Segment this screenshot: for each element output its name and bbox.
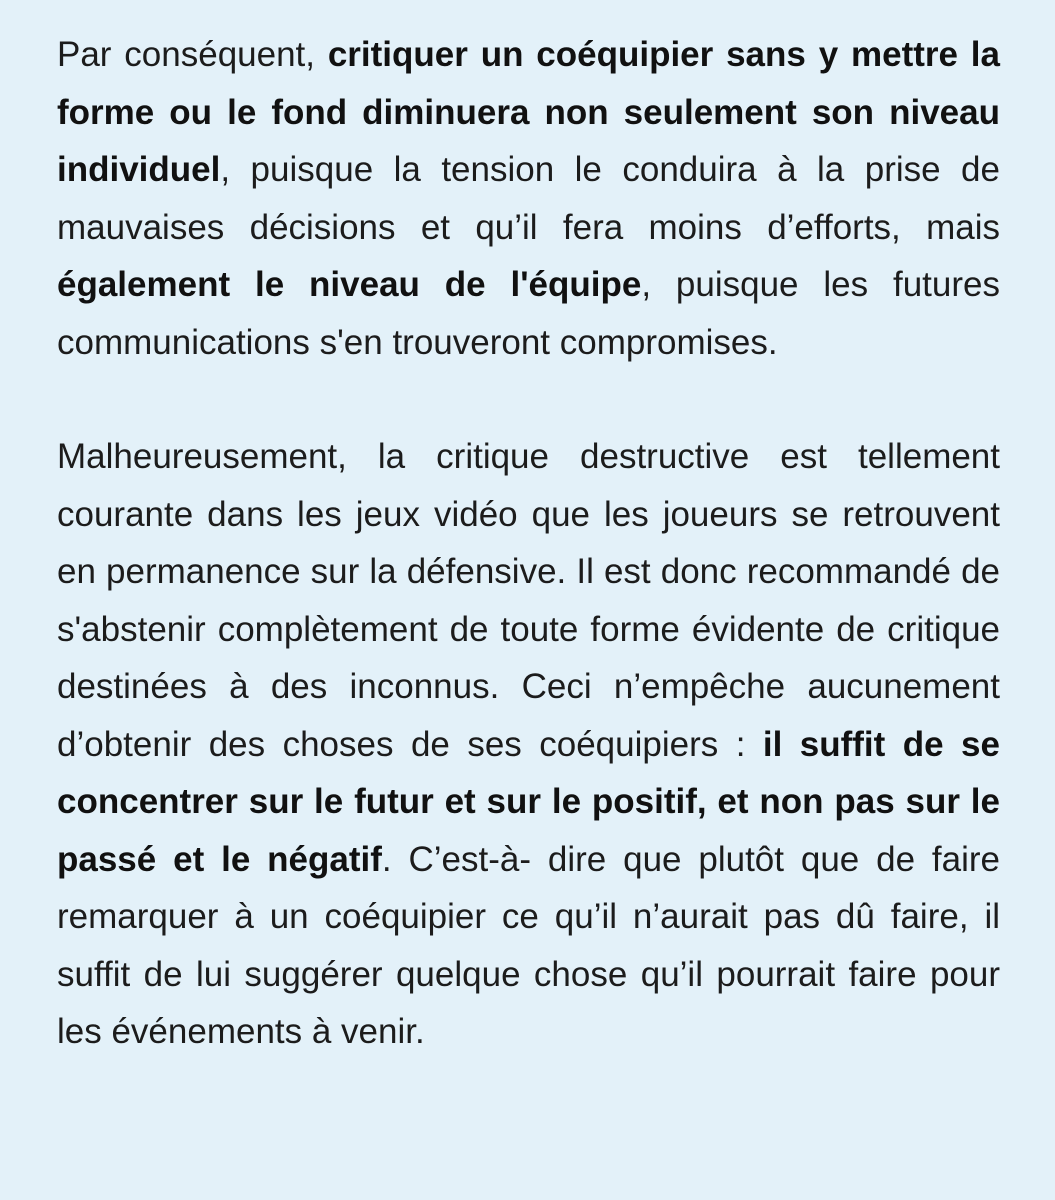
paragraph-1-bold-text: également le niveau de l'équipe <box>57 265 642 304</box>
paragraph-2-text: Malheureusement, la critique destructive est tellement courante dans les jeux vidéo que les joueurs se retrouvent en permanence sur la défensive. Il est donc recommandé de s'abstenir complètement de toute forme évidente de critique destinées à des inconnus. Ceci n’empêche aucunement d’obtenir des choses de ses coéquipiers : <box>57 437 1000 764</box>
paragraph-2 <box>57 428 1000 1061</box>
paragraph-1-bold-text: critiquer un coéquipier sans y mettre la forme ou le fond diminuera non seulement son niveau individuel <box>57 35 1000 189</box>
paragraph-2-bold-text: il suffit de se concentrer sur le futur et sur le positif, et non pas sur le passé et le négatif <box>57 724 1000 879</box>
paragraph-1-text: , puisque la tension le conduira à la prise de mauvaises décisions et qu’il fera moins d’efforts, mais <box>57 150 1000 247</box>
paragraph-2-text: . C’est-à- dire que plutôt que de faire remarquer à un coéquipier ce qu’il n’aurait pas dû faire, il suffit de lui suggérer quelque chose qu’il pourrait faire pour les événements à venir. <box>57 839 1000 1051</box>
paragraph-1 <box>57 26 1000 371</box>
paragraph-1-text: Par conséquent, <box>57 35 328 74</box>
paragraph-1-text: , puisque les futures communications s'en trouveront compromises. <box>57 265 1000 362</box>
